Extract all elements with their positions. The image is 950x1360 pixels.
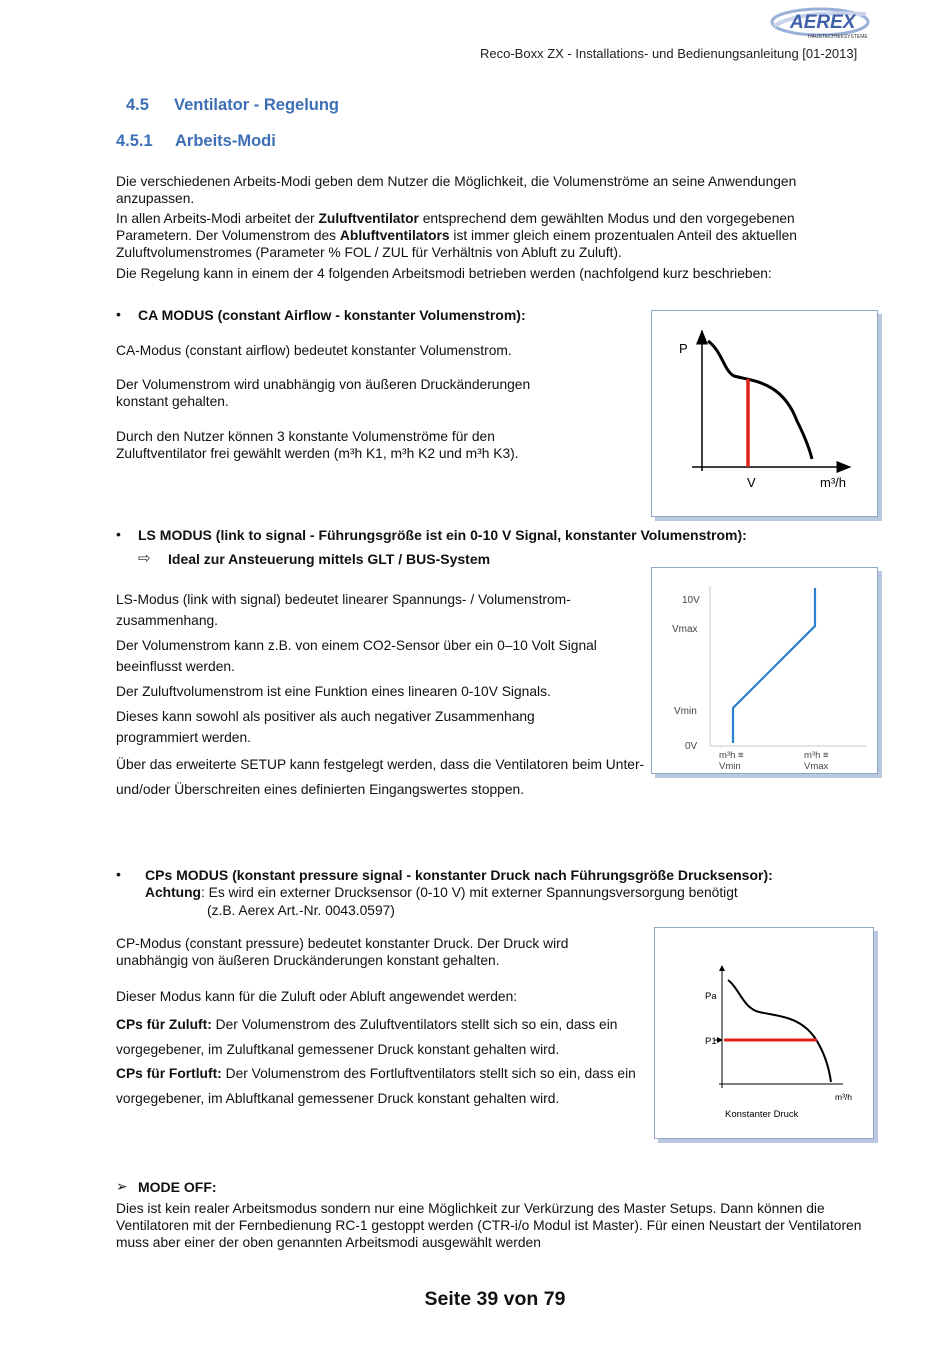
cp-fortluft-label: CPs für Fortluft: [116, 1066, 222, 1081]
cp-achtung-reference: (z.B. Aerex Art.-Nr. 0043.0597) [207, 903, 395, 918]
mode-off-text: Dies ist kein realer Arbeitsmodus sondern nur eine Möglichkeit zur Verkürzung des Master Setups. Dann können die Ventilatoren mit der Fernbedienung RC-1 gestoppt werden (CTR-i/o Modul ist Master). Für einen Neustart der Ventilatoren muss aber einer der oben genannten Arbeitsmodi ausgewählt werden [116, 1201, 862, 1250]
ls-paragraph-4: Dieses kann sowohl als positiver als auch negativer Zusammenhang programmiert werden. [116, 709, 535, 745]
logo-text: AEREX [790, 12, 856, 33]
ls-paragraph-5: Über das erweiterte SETUP kann festgelegt werden, dass die Ventilatoren beim Unter- und/oder Überschreiten eines definierten Eingangswertes stoppen. [116, 757, 645, 797]
axis-label-x: m³/h [835, 1092, 852, 1102]
ls-mode-diagram [651, 567, 878, 774]
ls-mode-subheading: Ideal zur Ansteuerung mittels GLT / BUS-System [168, 551, 491, 567]
section-number: 4.5 [126, 96, 149, 114]
fan-curve [708, 341, 812, 459]
axis-label-v: V [747, 475, 756, 490]
ls-paragraph-1: LS-Modus (link with signal) bedeutet linearer Spannungs- / Volumenstrom-zusammenhang. [116, 592, 571, 628]
arrow-bullet-icon: ➢ [116, 1178, 128, 1194]
cp-zuluft-text: Der Volumenstrom des Zuluftventilators stellt sich so ein, dass ein vorgegebener, im Zuluftkanal gemessener Druck konstant gehalten wird. [116, 1017, 618, 1057]
cp-paragraph-1: CP-Modus (constant pressure) bedeutet konstanter Druck. Der Druck wird unabhängig von äußeren Druckänderungen konstant gehalten. [116, 936, 569, 968]
fan-curve [728, 980, 831, 1082]
axis-label-x: m³/h [820, 475, 846, 490]
x-label-vmin-unit: m³h ≡ [719, 750, 744, 761]
cp-mode-heading: CPs MODUS (konstant pressure signal - konstanter Druck nach Führungsgröße Drucksensor): [145, 867, 773, 883]
document-header-title: Reco-Boxx ZX - Installations- und Bedienungsanleitung [01-2013] [480, 46, 858, 61]
achtung-text: : Es wird ein externer Drucksensor (0-10 V) mit externer Spannungsversorgung benötigt [200, 885, 738, 900]
section-title: Ventilator - Regelung [174, 96, 340, 114]
x-label-vmax: Vmax [804, 761, 829, 772]
ca-mode-diagram [651, 310, 878, 517]
bullet-marker: • [116, 526, 121, 542]
axis-label-p: P [679, 341, 688, 356]
company-logo [770, 6, 880, 44]
x-label-vmin: Vmin [719, 761, 741, 772]
ca-paragraph-1: CA-Modus (constant airflow) bedeutet konstanter Volumenstrom. [116, 343, 512, 358]
ls-mode-heading: LS MODUS (link to signal - Führungsgröße ist ein 0-10 V Signal, konstanter Volumenstrom): [138, 527, 747, 543]
intro-text: In allen Arbeits-Modi arbeitet der [116, 211, 319, 226]
page-number: Seite 39 von 79 [424, 1288, 566, 1310]
subsection-number: 4.5.1 [116, 132, 153, 150]
achtung-label: Achtung [145, 885, 201, 900]
axis-label-p1: P1 [705, 1036, 717, 1047]
ls-paragraph-3: Der Zuluftvolumenstrom ist eine Funktion eines linearen 0-10V Signals. [116, 684, 551, 699]
subsection-title: Arbeits-Modi [175, 132, 276, 150]
intro-bold-zuluft: Zuluftventilator [318, 211, 419, 226]
ca-paragraph-2: Der Volumenstrom wird unabhängig von äußeren Druckänderungen konstant gehalten. [116, 377, 531, 409]
diagram-caption: Konstanter Druck [725, 1109, 799, 1120]
bullet-marker: • [116, 866, 121, 882]
axis-label-pa: Pa [705, 991, 717, 1002]
cp-zuluft-paragraph [116, 1012, 646, 1062]
bullet-marker: • [116, 306, 121, 322]
ca-mode-heading: CA MODUS (constant Airflow - konstanter Volumenstrom): [138, 307, 526, 323]
y-label-10v: 10V [682, 595, 700, 606]
cp-achtung-note [145, 884, 738, 901]
y-label-0v: 0V [685, 741, 698, 752]
mode-off-heading: MODE OFF: [138, 1179, 217, 1195]
ls-paragraph-2: Der Volumenstrom kann z.B. von einem CO2-Sensor über ein 0–10 Volt Signal beeinflusst werden. [116, 638, 597, 674]
y-label-vmax: Vmax [672, 624, 698, 635]
cp-paragraph-2: Dieser Modus kann für die Zuluft oder Abluft angewendet werden: [116, 989, 518, 1004]
ca-paragraph-3: Durch den Nutzer können 3 konstante Volumenströme für den Zuluftventilator frei gewählt werden (m³h K1, m³h K2 und m³h K3). [116, 429, 519, 461]
intro-text: ist immer gleich einem prozentualen Anteil des aktuellen Zuluftvolumenstromes (Parameter % FOL / ZUL für Verhältnis von Abluft zu Zuluft). [116, 228, 797, 260]
intro-bold-abluft: Abluftventilators [339, 228, 450, 243]
y-label-vmin: Vmin [674, 706, 697, 717]
cp-fortluft-paragraph [116, 1061, 646, 1111]
intro-paragraph-1: Die verschiedenen Arbeits-Modi geben dem Nutzer die Möglichkeit, die Volumenströme an seine Anwendungen anzupassen. [116, 174, 797, 206]
linear-signal-line [733, 588, 815, 743]
cp-fortluft-text: Der Volumenstrom des Fortluftventilators stellt sich so ein, dass ein vorgegebener, im Abluftkanal gemessener Druck konstant gehalten wird. [116, 1066, 636, 1106]
arrow-icon: ⇨ [138, 550, 151, 567]
x-label-vmax-unit: m³h ≡ [804, 750, 829, 761]
logo-subtext: HAUSTECHNIKSYSTEME [808, 34, 868, 40]
intro-text: entsprechend dem gewählten Modus und den vorgegebenen Parametern. Der Volumenstrom des [116, 211, 795, 243]
cp-zuluft-label: CPs für Zuluft: [116, 1017, 212, 1032]
intro-paragraph-3: Die Regelung kann in einem der 4 folgenden Arbeitsmodi betrieben werden (nachfolgend kurz beschrieben: [116, 266, 772, 281]
intro-paragraph-2 [116, 210, 866, 261]
cp-mode-diagram [654, 927, 874, 1139]
